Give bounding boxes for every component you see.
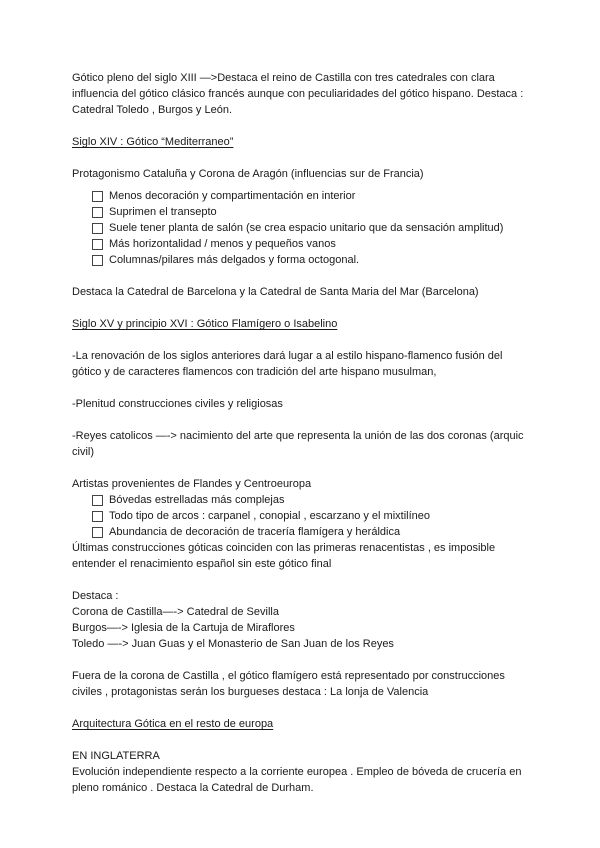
checklist-item	[92, 524, 532, 540]
section-heading-siglo-xiv: Siglo XIV : Gótico “Mediterraneo”	[72, 136, 234, 148]
text-line: Fuera de la corona de Castilla , el gótico flamígero está representado por construcciones	[72, 670, 505, 682]
reyes-paragraph	[72, 428, 532, 460]
text-line: Evolución independiente respecto a la corriente europea . Empleo de bóveda de crucería en	[72, 766, 522, 778]
barcelona-paragraph: Destaca la Catedral de Barcelona y la Catedral de Santa Maria del Mar (Barcelona)	[72, 286, 479, 298]
checkbox-icon[interactable]	[92, 191, 103, 202]
checklist-item-label: Abundancia de decoración de tracería flamígera y heráldica	[109, 526, 401, 538]
checkbox-icon[interactable]	[92, 255, 103, 266]
intro-paragraph	[72, 70, 532, 118]
checklist-item	[92, 508, 532, 524]
document-page	[72, 70, 532, 796]
checkbox-icon[interactable]	[92, 239, 103, 250]
checkbox-icon[interactable]	[92, 495, 103, 506]
checklist-item-label: Más horizontalidad / menos y pequeños vanos	[109, 238, 336, 250]
intro-line: Gótico pleno del siglo XIII —>Destaca el reino de Castilla con tres catedrales con clara	[72, 72, 495, 84]
destaca-list	[72, 588, 532, 652]
text-line: -Reyes catolicos —-> nacimiento del arte que representa la unión de las dos coronas (arquic	[72, 430, 524, 442]
checklist-siglo-xv	[72, 492, 532, 540]
section-heading-europa: Arquitectura Gótica en el resto de europa	[72, 718, 274, 730]
text-line: -La renovación de los siglos anteriores dará lugar a al estilo hispano-flamenco fusión del	[72, 350, 503, 362]
checklist-item	[92, 188, 532, 204]
intro-line: influencia del gótico clásico francés aunque con peculiaridades del gótico hispano. Destaca :	[72, 88, 524, 100]
renovation-paragraph	[72, 348, 532, 380]
england-title: EN INGLATERRA	[72, 750, 160, 762]
plenitud-paragraph: -Plenitud construcciones civiles y religiosas	[72, 398, 283, 410]
checklist-item-label: Suprimen el transepto	[109, 206, 217, 218]
checklist-item	[92, 236, 532, 252]
checklist-item-label: Menos decoración y compartimentación en interior	[109, 190, 356, 202]
checklist-item	[92, 220, 532, 236]
ultimas-paragraph	[72, 540, 532, 572]
checklist-item	[92, 492, 532, 508]
checklist-item	[92, 252, 532, 268]
text-line: Burgos—-> Iglesia de la Cartuja de Miraflores	[72, 622, 295, 634]
intro-line: Catedral Toledo , Burgos y León.	[72, 104, 233, 116]
text-line: civil)	[72, 446, 94, 458]
section-heading-siglo-xv: Siglo XV y principio XVI : Gótico Flamígero o Isabelino	[72, 318, 338, 330]
text-line: Toledo —-> Juan Guas y el Monasterio de San Juan de los Reyes	[72, 638, 394, 650]
checklist-item-label: Columnas/pilares más delgados y forma octogonal.	[109, 254, 360, 266]
text-line: Corona de Castilla—-> Catedral de Sevilla	[72, 606, 279, 618]
checklist-item-label: Todo tipo de arcos : carpanel , conopial , escarzano y el mixtilíneo	[109, 510, 431, 522]
text-line: entender el renacimiento español sin este gótico final	[72, 558, 332, 570]
checklist-item-label: Bóvedas estrelladas más complejas	[109, 494, 285, 506]
checklist-item-label: Suele tener planta de salón (se crea espacio unitario que da sensación amplitud)	[109, 222, 504, 234]
text-line: pleno románico . Destaca la Catedral de Durham.	[72, 782, 314, 794]
checklist-siglo-xiv	[72, 188, 532, 268]
text-line: Destaca :	[72, 590, 119, 602]
fuera-paragraph	[72, 668, 532, 700]
checklist-item	[92, 204, 532, 220]
text-line: civiles , protagonistas serán los burgueses destaca : La lonja de Valencia	[72, 686, 429, 698]
text-line: gótico y de caracteres flamencos con tradición del arte hispano musulman,	[72, 366, 437, 378]
checkbox-icon[interactable]	[92, 511, 103, 522]
checkbox-icon[interactable]	[92, 527, 103, 538]
england-paragraph	[72, 764, 532, 796]
text-line: Últimas construcciones góticas coinciden con las primeras renacentistas , es imposible	[72, 542, 496, 554]
checkbox-icon[interactable]	[92, 207, 103, 218]
aragon-lead: Protagonismo Cataluña y Corona de Aragón (influencias sur de Francia)	[72, 168, 424, 180]
checkbox-icon[interactable]	[92, 223, 103, 234]
artists-lead: Artistas provenientes de Flandes y Centroeuropa	[72, 478, 312, 490]
